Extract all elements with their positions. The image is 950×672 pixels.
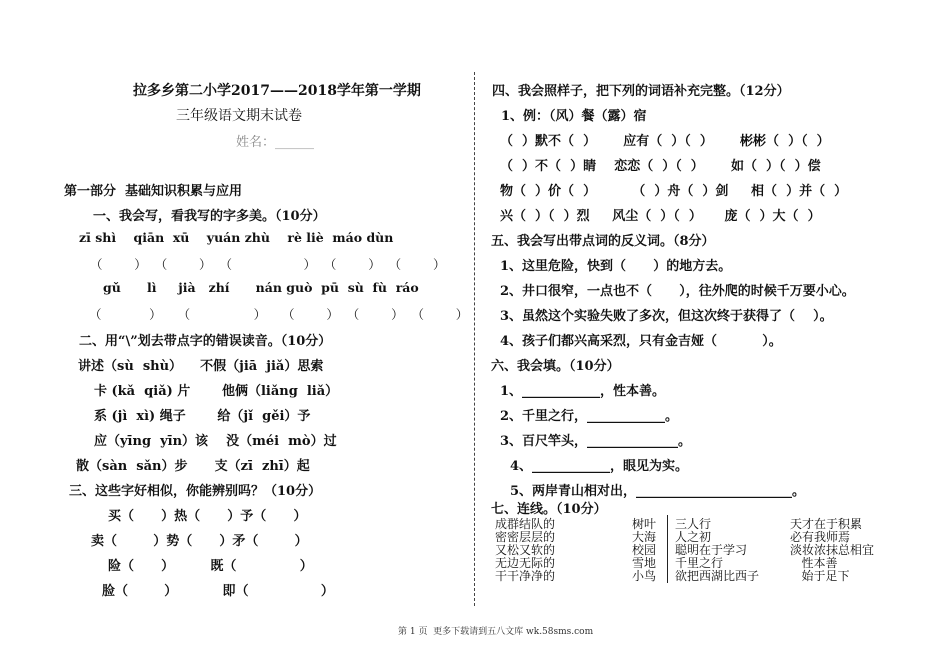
column-divider <box>474 72 475 606</box>
name-field-line: 姓名：______ <box>236 135 315 150</box>
q7-item[interactable]: 欲把西湖比西子 <box>675 569 760 583</box>
part1-heading: 第一部分 基础知识积累与应用 <box>64 184 243 199</box>
q7-item[interactable]: 小鸟 <box>632 569 657 583</box>
q7-item[interactable]: 干干净净的 <box>495 569 556 583</box>
q7-item[interactable]: 淡妆浓抹总相宜 <box>790 543 875 557</box>
q5-title: 五、我会写出带点词的反义词。（8分） <box>491 234 715 249</box>
q5-line2: 2、井口很窄，一点也不（ ），往外爬的时候千万要小心。 <box>500 284 855 299</box>
q7-title: 七、连线。（10分） <box>491 502 607 517</box>
q7-item[interactable]: 大海 <box>632 530 657 544</box>
q7-item[interactable]: 始于足下 <box>790 569 850 583</box>
q7-item[interactable]: 无边无际的 <box>495 556 556 570</box>
q7-item[interactable]: 密密层层的 <box>495 530 556 544</box>
q7-item[interactable]: 千里之行 <box>675 556 724 570</box>
q2-line2: 卡 (kǎ qiǎ) 片 他俩（liǎng liǎ） <box>94 384 339 399</box>
exam-title: 拉多乡第二小学2017——2018学年第一学期 <box>133 83 421 99</box>
q7-item[interactable]: 天才在于积累 <box>790 517 863 531</box>
q6-line1: 1、____________，性本善。 <box>500 384 666 399</box>
q7-separator <box>667 515 668 583</box>
exam-subtitle: 三年级语文期末试卷 <box>176 108 302 124</box>
q7-item[interactable]: 必有我师焉 <box>790 530 851 544</box>
q7-item[interactable]: 校园 <box>632 543 657 557</box>
q1-answer-row2: （ ） （ ） （ ） （ ） （ ） <box>89 307 469 322</box>
q3-line2: 卖（ ）势（ ）矛（ ） <box>91 534 308 549</box>
q1-pinyin-row1: zī shì qiān xū yuán zhù rè liè máo dùn <box>79 230 394 245</box>
q7-item[interactable]: 雪地 <box>632 556 657 570</box>
q7-item[interactable]: 成群结队的 <box>495 517 556 531</box>
q4-line1: （ ）默不（ ） 应有（ ）（ ） 彬彬（ ）（ ） <box>500 134 830 149</box>
q2-line5: 散（sàn sǎn）步 支（zī zhī）起 <box>76 459 310 474</box>
q2-title: 二、用“\”划去带点字的错误读音。（10分） <box>79 334 332 349</box>
q4-line4: 兴（ ）（ ）烈 风尘（ ）（ ） 庞（ ）大（ ） <box>500 209 821 224</box>
q7-item[interactable]: 人之初 <box>675 530 712 544</box>
q6-line3: 3、百尺竿头，______________。 <box>500 434 692 449</box>
q2-line1: 讲述（sù shù） 不假（jiā jiǎ）思索 <box>78 359 324 374</box>
q7-item[interactable]: 聪明在于学习 <box>675 543 748 557</box>
page-footer: 第 1 页 更多下载请到五八文库 wk.58sms.com <box>398 627 594 637</box>
q4-title: 四、我会照样子，把下列的词语补充完整。（12分） <box>492 84 790 99</box>
q4-example: 1、例：（风）餐（露）宿 <box>501 109 647 124</box>
q6-line4: 4、____________，眼见为实。 <box>510 459 689 474</box>
q7-item[interactable]: 三人行 <box>675 517 712 531</box>
q1-title: 一、我会写，看我写的字多美。（10分） <box>93 209 326 224</box>
q7-item[interactable]: 性本善 <box>790 556 838 570</box>
q2-line4: 应（yīng yīn）该 没（méi mò）过 <box>94 434 337 449</box>
q3-line4: 脸（ ） 即（ ） <box>102 584 334 599</box>
q4-line2: （ ）不（ ）睛 恋恋（ ）（ ） 如（ ）（ ）偿 <box>500 159 821 174</box>
q1-pinyin-row2: gǔ lì jià zhí nán guò pū sù fù ráo <box>103 280 419 295</box>
q5-line1: 1、这里危险，快到（ ）的地方去。 <box>500 259 732 274</box>
q7-item[interactable]: 又松又软的 <box>495 543 556 557</box>
q3-line3: 险（ ） 既（ ） <box>108 559 313 574</box>
q6-title: 六、我会填。（10分） <box>491 359 620 374</box>
q7-item[interactable]: 树叶 <box>632 517 657 531</box>
q6-line5: 5、两岸青山相对出，________________________。 <box>510 484 806 499</box>
q3-line1: 买（ ）热（ ）予（ ） <box>108 509 307 524</box>
q4-line3: 物（ ）价（ ） （ ）舟（ ）剑 相（ ）并（ ） <box>500 184 848 199</box>
q3-title: 三、这些字好相似，你能辨别吗？（10分） <box>69 484 322 499</box>
q5-line3: 3、虽然这个实验失败了多次，但这次终于获得了（ ）。 <box>500 309 833 324</box>
q2-line3: 系 (jì xì) 绳子 给（jǐ gěi）予 <box>94 409 311 424</box>
q6-line2: 2、千里之行，____________。 <box>500 409 679 424</box>
q5-line4: 4、孩子们都兴高采烈，只有金吉娅（ ）。 <box>500 334 782 349</box>
q1-answer-row1: （ ） （ ） （ ） （ ） （ ） <box>90 257 446 272</box>
